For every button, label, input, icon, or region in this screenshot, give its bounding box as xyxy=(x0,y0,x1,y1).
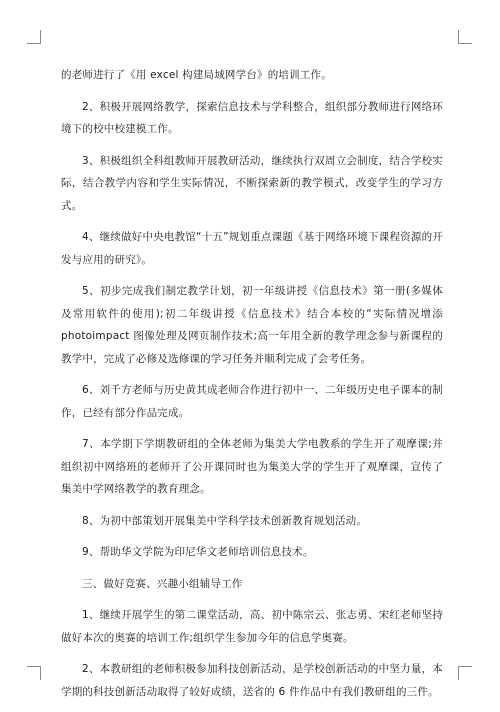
crop-mark-top-left xyxy=(27,30,41,44)
crop-mark-bottom-left xyxy=(27,666,41,680)
paragraph-item-6: 6、刘千方老师与历史黄其成老师合作进行初中一、二年级历史电子课本的制作，已经有部分作品完成。 xyxy=(61,384,443,419)
paragraph-item-9: 9、帮助华文学院为印尼华文老师培训信息技术。 xyxy=(82,546,314,558)
paragraph-item-7: 7、本学期下学期教研组的全体老师为集美大学电教系的学生开了观摩课;并组织初中网络班的老师开了公开课同时也为集美大学的学生开了观摩课，宣传了集美中学网络教学的教育理念。 xyxy=(61,438,443,495)
paragraph-item-2: 2、积极开展网络教学，探索信息技术与学科整合，组织部分教师进行网络环境下的校中校建模工作。 xyxy=(61,100,443,135)
crop-mark-top-right xyxy=(458,30,472,44)
document-body xyxy=(61,64,443,712)
paragraph-sub-item-2: 2、本教研组的老师积极参加科技创新活动，是学校创新活动的中坚力量，本学期的科技创新活动取得了较好成绩，送省的 6 件作品中有我们教研组的三件。 xyxy=(61,663,443,698)
paragraph-item-8: 8、为初中部策划开展集美中学科学技术创新教育规划活动。 xyxy=(82,514,368,527)
paragraph-continuation: 的老师进行了《用 excel 构建局域网学台》的培训工作。 xyxy=(61,69,332,81)
section-heading: 三、做好竞赛、兴趣小组辅导工作 xyxy=(82,577,243,590)
paragraph-sub-item-1: 1、继续开展学生的第二课堂活动，高、初中陈宗云、张志勇、宋红老师坚持做好本次的奥赛的培训工作;组织学生参加今年的信息学奥赛。 xyxy=(61,609,443,644)
crop-mark-bottom-right xyxy=(458,666,472,680)
paragraph-item-4: 4、继续做好中央电教馆“十五”规划重点课题《基于网络环境下课程资源的开发与应用的研究》。 xyxy=(61,231,443,266)
paragraph-item-3: 3、积极组织全科组教师开展教研活动，继续执行双周立会制度，结合学校实际，结合教学内容和学生实际情况，不断探索新的教学模式，改变学生的学习方式。 xyxy=(61,154,443,212)
paragraph-item-5: 5、初步完成我们制定教学计划，初一年级讲授《信息技术》第一册(多媒体及常用软件的使用);初二年级讲授《信息技术》结合本校的“实际情况增添 photoimpact 图像处理及网页制作技术;高一年用全新的教学理念参与新课程的教学中，完成了必修及选修课的学习任务并顺利完成了会考任务。 xyxy=(61,285,443,365)
